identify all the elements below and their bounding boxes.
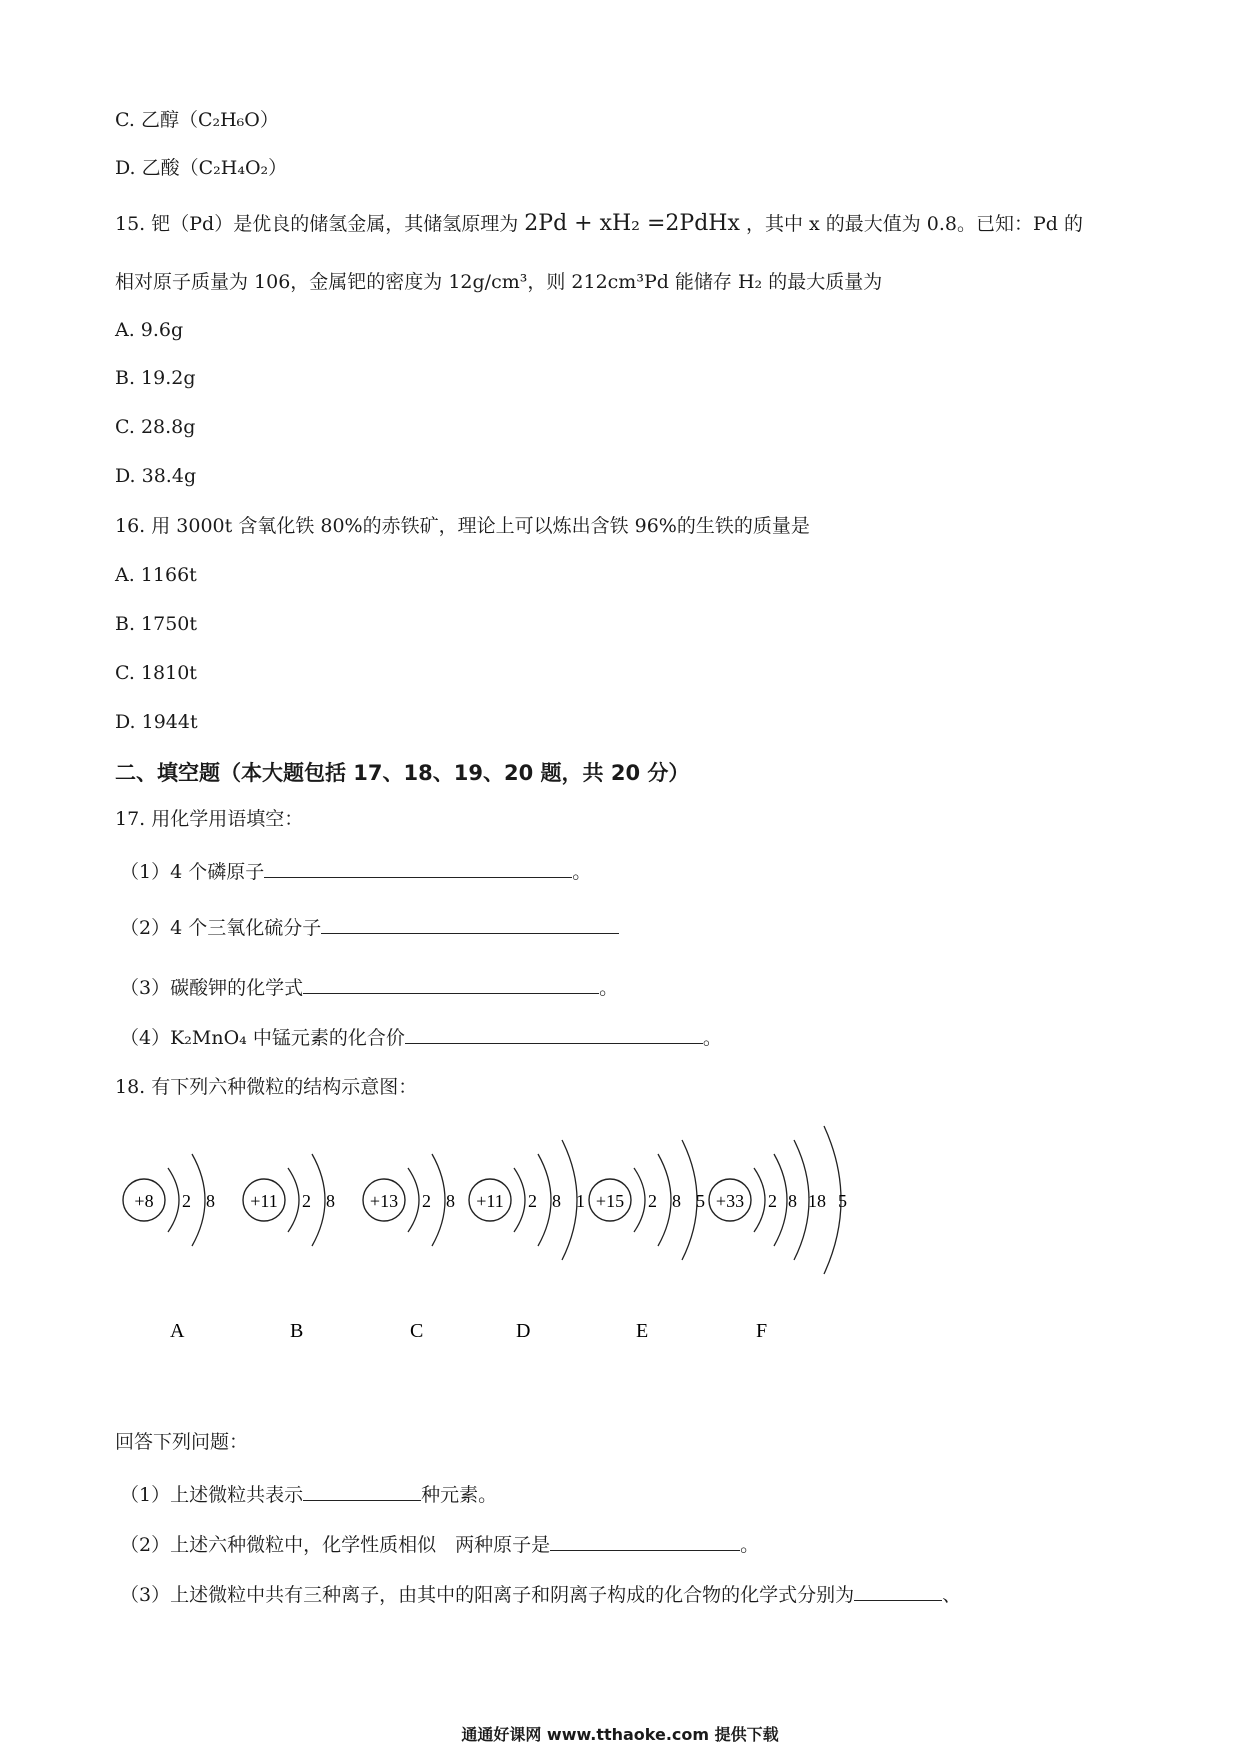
atomic-structure-diagram — [110, 1105, 860, 1365]
q17-stem: 17. 用化学用语填空： — [115, 808, 304, 830]
q16-option-a: A. 1166t — [115, 564, 197, 586]
particle-label: A — [170, 1320, 185, 1342]
answer-blank[interactable] — [405, 1023, 703, 1044]
particle-a — [123, 1154, 215, 1342]
answer-blank[interactable] — [303, 1480, 421, 1501]
q15-option-a: A. 9.6g — [115, 319, 184, 341]
q15-stem-a: 15. 钯（Pd）是优良的储氢金属，其储氢原理为 — [115, 213, 519, 235]
q18-sub-2 — [120, 1530, 759, 1557]
electron-shell-arc — [408, 1168, 419, 1232]
q17-item-4 — [120, 1023, 722, 1050]
electron-shell-arc — [288, 1168, 299, 1232]
q15-option-b: B. 19.2g — [115, 367, 196, 389]
answer-blank[interactable] — [854, 1580, 942, 1601]
electron-count: 8 — [552, 1191, 561, 1211]
q16-option-d: D. 1944t — [115, 711, 198, 733]
q18-sub-3-end: 、 — [942, 1584, 962, 1606]
option-d: D. 乙酸（C₂H₄O₂） — [115, 157, 288, 179]
particle-f — [709, 1126, 847, 1342]
answer-blank[interactable] — [264, 857, 572, 878]
footer: 通通好课网 www.tthaoke.com 提供下载 — [461, 1725, 779, 1744]
nucleus-charge: +11 — [476, 1191, 504, 1211]
electron-shell-arc — [562, 1140, 577, 1260]
electron-count: 1 — [576, 1191, 585, 1211]
electron-count: 2 — [182, 1191, 191, 1211]
q17-item-4-end: 。 — [702, 1027, 722, 1049]
q18-sub-1 — [120, 1480, 497, 1507]
option-c: C. 乙醇（C₂H₆O） — [115, 109, 279, 131]
q18-stem: 18. 有下列六种微粒的结构示意图： — [115, 1076, 418, 1098]
answer-blank[interactable] — [321, 913, 619, 934]
q18-sub-3-text: （3）上述微粒中共有三种离子，由其中的阳离子和阴离子构成的化合物的化学式分别为 — [120, 1584, 855, 1606]
q17-item-1-end: 。 — [572, 861, 592, 883]
q17-item-3-end: 。 — [599, 977, 619, 999]
electron-shell-arc — [168, 1168, 179, 1232]
electron-count: 18 — [808, 1191, 826, 1211]
q17-item-2 — [120, 913, 619, 940]
electron-count: 8 — [788, 1191, 797, 1211]
q17-item-3-text: （3）碳酸钾的化学式 — [120, 977, 304, 999]
q16-option-c: C. 1810t — [115, 662, 197, 684]
electron-count: 8 — [446, 1191, 455, 1211]
electron-count: 2 — [302, 1191, 311, 1211]
q17-item-1 — [120, 857, 591, 884]
q18-sub-2-end: 。 — [740, 1534, 760, 1556]
q16-stem: 16. 用 3000t 含氧化铁 80%的赤铁矿，理论上可以炼出含铁 96%的生铁的质量是 — [115, 515, 810, 537]
electron-shell-arc — [658, 1154, 671, 1246]
q18-sub-1-end: 种元素。 — [421, 1484, 498, 1506]
particle-label: D — [516, 1320, 531, 1342]
electron-shell-arc — [682, 1140, 697, 1260]
q17-item-4-text: （4）K₂MnO₄ 中锰元素的化合价 — [120, 1027, 405, 1049]
q18-sub-2-text: （2）上述六种微粒中，化学性质相似 两种原子是 — [120, 1534, 551, 1556]
nucleus-charge: +15 — [595, 1191, 625, 1211]
particle-label: B — [290, 1320, 304, 1342]
electron-count: 8 — [206, 1191, 215, 1211]
q17-item-2-text: （2）4 个三氧化硫分子 — [120, 917, 322, 939]
electron-count: 5 — [696, 1191, 705, 1211]
electron-count: 2 — [422, 1191, 431, 1211]
answer-intro: 回答下列问题： — [115, 1431, 249, 1453]
electron-shell-arc — [514, 1168, 525, 1232]
answer-blank[interactable] — [550, 1530, 740, 1551]
electron-count: 5 — [838, 1191, 847, 1211]
q17-item-1-text: （1）4 个磷原子 — [120, 861, 265, 883]
electron-shell-arc — [312, 1154, 325, 1246]
electron-shell-arc — [754, 1168, 765, 1232]
q15-option-c: C. 28.8g — [115, 416, 196, 438]
nucleus-charge: +13 — [369, 1191, 399, 1211]
q15-stem-b: ，其中 x 的最大值为 0.8。已知：Pd 的 — [745, 213, 1083, 235]
section-title: 二、填空题（本大题包括 17、18、19、20 题，共 20 分） — [115, 761, 690, 785]
particle-d — [469, 1140, 585, 1342]
electron-count: 8 — [326, 1191, 335, 1211]
particle-b — [243, 1154, 335, 1342]
electron-shell-arc — [634, 1168, 645, 1232]
nucleus-charge: +8 — [134, 1191, 154, 1211]
particle-label: E — [636, 1320, 649, 1342]
q18-sub-3 — [120, 1580, 961, 1607]
q15-line2: 相对原子质量为 106，金属钯的密度为 12g/cm³，则 212cm³Pd 能储存 H₂ 的最大质量为 — [115, 271, 883, 293]
q15-equation: 2Pd + xH₂ =2PdHx — [524, 211, 740, 236]
electron-count: 2 — [528, 1191, 537, 1211]
electron-count: 8 — [672, 1191, 681, 1211]
particle-c — [363, 1154, 455, 1342]
nucleus-charge: +11 — [250, 1191, 278, 1211]
electron-shell-arc — [538, 1154, 551, 1246]
electron-shell-arc — [192, 1154, 205, 1246]
q15-line1 — [115, 212, 1083, 236]
q15-option-d: D. 38.4g — [115, 465, 197, 487]
q18-sub-1-text: （1）上述微粒共表示 — [120, 1484, 304, 1506]
particle-label: F — [756, 1320, 768, 1342]
answer-blank[interactable] — [303, 973, 599, 994]
q16-option-b: B. 1750t — [115, 613, 198, 635]
electron-count: 2 — [768, 1191, 777, 1211]
electron-shell-arc — [432, 1154, 445, 1246]
electron-count: 2 — [648, 1191, 657, 1211]
particle-label: C — [410, 1320, 424, 1342]
particle-e — [589, 1140, 705, 1342]
q17-item-3 — [120, 973, 618, 1000]
nucleus-charge: +33 — [715, 1191, 745, 1211]
